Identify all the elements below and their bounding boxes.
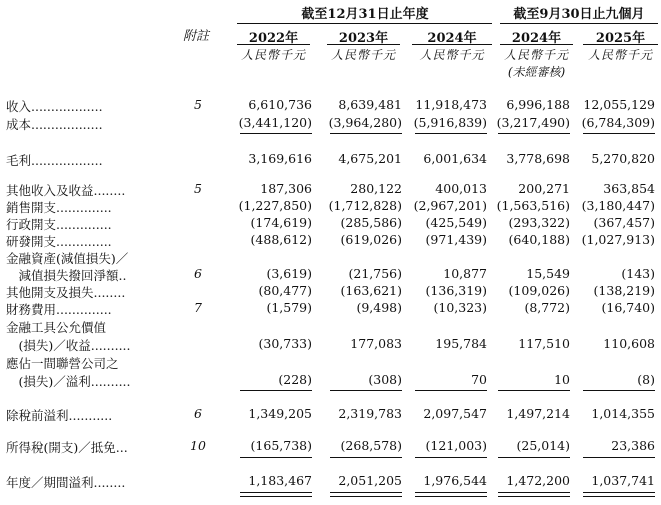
cell: (1,227,850) bbox=[238, 198, 312, 213]
subtotal-rule bbox=[415, 390, 487, 391]
row-label-impairment-line2: 減值損失撥回淨額.. bbox=[6, 268, 127, 283]
total-double-rule bbox=[583, 492, 655, 497]
cell: (163,621) bbox=[340, 283, 402, 298]
year-header-2023: 2023年 bbox=[338, 31, 389, 46]
cell: (80,477) bbox=[258, 283, 312, 298]
subtotal-rule bbox=[330, 457, 402, 458]
row-label-fair-value-line2: (損失)／收益.......... bbox=[6, 338, 131, 353]
subtotal-rule bbox=[330, 390, 402, 391]
subtotal-rule bbox=[498, 133, 570, 134]
unit-label: 人民幣千元 bbox=[240, 48, 306, 62]
cell: (3,217,490) bbox=[496, 115, 570, 130]
unit-label: 人民幣千元 bbox=[587, 48, 653, 62]
cell: (488,612) bbox=[250, 232, 312, 247]
year-rule bbox=[583, 44, 658, 45]
cell: 3,778,698 bbox=[506, 151, 570, 166]
subtotal-rule bbox=[498, 390, 570, 391]
cell: 200,271 bbox=[518, 181, 570, 196]
row-note: 5 bbox=[194, 181, 202, 196]
cell: (5,916,839) bbox=[413, 115, 487, 130]
cell: 8,639,481 bbox=[338, 97, 402, 112]
row-note: 7 bbox=[194, 300, 202, 315]
year-header-2024-9m: 2024年 bbox=[511, 31, 562, 46]
cell: (3,619) bbox=[266, 266, 312, 281]
total-double-rule bbox=[415, 492, 487, 497]
cell: 195,784 bbox=[435, 336, 487, 351]
year-rule bbox=[237, 44, 310, 45]
nine-month-group-rule bbox=[500, 23, 658, 24]
cell: (640,188) bbox=[508, 232, 570, 247]
cell: 70 bbox=[471, 372, 487, 387]
cell: (2,967,201) bbox=[413, 198, 487, 213]
cell: (619,026) bbox=[340, 232, 402, 247]
cell: 187,306 bbox=[260, 181, 312, 196]
cell: (308) bbox=[368, 372, 402, 387]
row-label-associate-line2: (損失)／溢利.......... bbox=[6, 374, 131, 389]
year-rule bbox=[412, 44, 492, 45]
cell: (143) bbox=[621, 266, 655, 281]
annual-group-header: 截至12月31日止年度 bbox=[301, 7, 429, 22]
cell: (425,549) bbox=[425, 215, 487, 230]
row-label-revenue: 收入.................. bbox=[6, 99, 103, 114]
cell: 5,270,820 bbox=[591, 151, 655, 166]
cell: 6,610,736 bbox=[248, 97, 312, 112]
cell: 6,001,634 bbox=[423, 151, 487, 166]
row-label-income-tax: 所得稅(開支)／抵免... bbox=[6, 440, 128, 455]
nine-month-group-header: 截至9月30日止九個月 bbox=[513, 7, 645, 22]
cell: 117,510 bbox=[518, 336, 570, 351]
cell: 177,083 bbox=[350, 336, 402, 351]
subtotal-rule bbox=[330, 133, 402, 134]
cell: 15,549 bbox=[526, 266, 570, 281]
cell: (16,740) bbox=[601, 300, 655, 315]
cell: (138,219) bbox=[593, 283, 655, 298]
cell: 1,976,544 bbox=[423, 473, 487, 488]
cell: 1,472,200 bbox=[506, 473, 570, 488]
total-double-rule bbox=[330, 492, 402, 497]
cell: (121,003) bbox=[425, 438, 487, 453]
cell: (21,756) bbox=[348, 266, 402, 281]
cell: (971,439) bbox=[425, 232, 487, 247]
cell: 10,877 bbox=[443, 266, 487, 281]
cell: (3,441,120) bbox=[238, 115, 312, 130]
year-header-2024: 2024年 bbox=[427, 31, 477, 46]
cell: (9,498) bbox=[356, 300, 402, 315]
subtotal-rule bbox=[240, 133, 312, 134]
cell: 10 bbox=[554, 372, 570, 387]
cell: 1,349,205 bbox=[248, 406, 312, 421]
unit-label: 人民幣千元 bbox=[419, 48, 485, 62]
row-label-other-expenses: 其他開支及損失........ bbox=[6, 285, 126, 300]
row-label-fair-value-line1: 金融工具公允價值 bbox=[6, 320, 107, 335]
cell: 110,608 bbox=[603, 336, 655, 351]
row-note: 6 bbox=[194, 266, 202, 281]
year-rule bbox=[500, 44, 573, 45]
row-label-selling-expenses: 銷售開支.............. bbox=[6, 200, 112, 215]
subtotal-rule bbox=[415, 457, 487, 458]
cell: (174,619) bbox=[250, 215, 312, 230]
cell: (293,322) bbox=[508, 215, 570, 230]
cell: (8) bbox=[637, 372, 655, 387]
cell: 11,918,473 bbox=[415, 97, 487, 112]
row-label-rnd-expenses: 研發開支.............. bbox=[6, 234, 112, 249]
unaudited-label: (未經審核) bbox=[507, 65, 566, 79]
year-rule bbox=[327, 44, 400, 45]
cell: 363,854 bbox=[603, 181, 655, 196]
year-header-2025-9m: 2025年 bbox=[595, 31, 646, 46]
total-double-rule bbox=[498, 492, 570, 497]
row-label-finance-costs: 財務費用.............. bbox=[6, 302, 112, 317]
unit-label: 人民幣千元 bbox=[330, 48, 396, 62]
unit-label: 人民幣千元 bbox=[503, 48, 569, 62]
row-label-associate-line1: 應佔一間聯營公司之 bbox=[6, 356, 119, 371]
cell: (3,180,447) bbox=[581, 198, 655, 213]
row-label-other-income: 其他收入及收益........ bbox=[6, 183, 126, 198]
cell: (136,319) bbox=[425, 283, 487, 298]
total-double-rule bbox=[240, 492, 312, 497]
cell: (1,563,516) bbox=[496, 198, 570, 213]
row-label-impairment-line1: 金融資產(減值損失)／ bbox=[6, 251, 129, 266]
cell: 4,675,201 bbox=[338, 151, 402, 166]
annual-group-rule bbox=[237, 23, 492, 24]
row-label-cost: 成本.................. bbox=[6, 117, 103, 132]
cell: (367,457) bbox=[593, 215, 655, 230]
cell: (25,014) bbox=[516, 438, 570, 453]
cell: (10,323) bbox=[433, 300, 487, 315]
cell: 1,014,355 bbox=[591, 406, 655, 421]
cell: 12,055,129 bbox=[583, 97, 655, 112]
row-note: 10 bbox=[190, 438, 206, 453]
cell: 23,386 bbox=[611, 438, 655, 453]
cell: 3,169,616 bbox=[248, 151, 312, 166]
cell: 2,319,783 bbox=[338, 406, 402, 421]
cell: 2,097,547 bbox=[423, 406, 487, 421]
cell: (6,784,309) bbox=[581, 115, 655, 130]
cell: 280,122 bbox=[350, 181, 402, 196]
subtotal-rule bbox=[583, 133, 655, 134]
row-label-profit-for-period: 年度／期間溢利........ bbox=[6, 475, 126, 490]
cell: (228) bbox=[278, 372, 312, 387]
cell: (1,712,828) bbox=[328, 198, 402, 213]
subtotal-rule bbox=[240, 390, 312, 391]
cell: 2,051,205 bbox=[338, 473, 402, 488]
cell: 1,037,741 bbox=[591, 473, 655, 488]
cell: (109,026) bbox=[508, 283, 570, 298]
subtotal-rule bbox=[240, 457, 312, 458]
row-label-gross-profit: 毛利.................. bbox=[6, 153, 103, 168]
cell: (3,964,280) bbox=[328, 115, 402, 130]
row-note: 6 bbox=[194, 406, 202, 421]
cell: (30,733) bbox=[258, 336, 312, 351]
subtotal-rule bbox=[498, 457, 570, 458]
cell: 1,497,214 bbox=[506, 406, 570, 421]
subtotal-rule bbox=[583, 457, 655, 458]
subtotal-rule bbox=[583, 390, 655, 391]
cell: (268,578) bbox=[340, 438, 402, 453]
note-column-header: 附註 bbox=[183, 29, 210, 44]
row-label-profit-before-tax: 除稅前溢利........... bbox=[6, 408, 113, 423]
cell: 400,013 bbox=[435, 181, 487, 196]
cell: (165,738) bbox=[250, 438, 312, 453]
cell: (285,586) bbox=[340, 215, 402, 230]
cell: (1,579) bbox=[266, 300, 312, 315]
cell: (8,772) bbox=[524, 300, 570, 315]
row-label-admin-expenses: 行政開支.............. bbox=[6, 217, 112, 232]
year-header-2022: 2022年 bbox=[248, 31, 299, 46]
cell: 1,183,467 bbox=[248, 473, 312, 488]
subtotal-rule bbox=[415, 133, 487, 134]
cell: (1,027,913) bbox=[581, 232, 655, 247]
cell: 6,996,188 bbox=[506, 97, 570, 112]
row-note: 5 bbox=[194, 97, 202, 112]
